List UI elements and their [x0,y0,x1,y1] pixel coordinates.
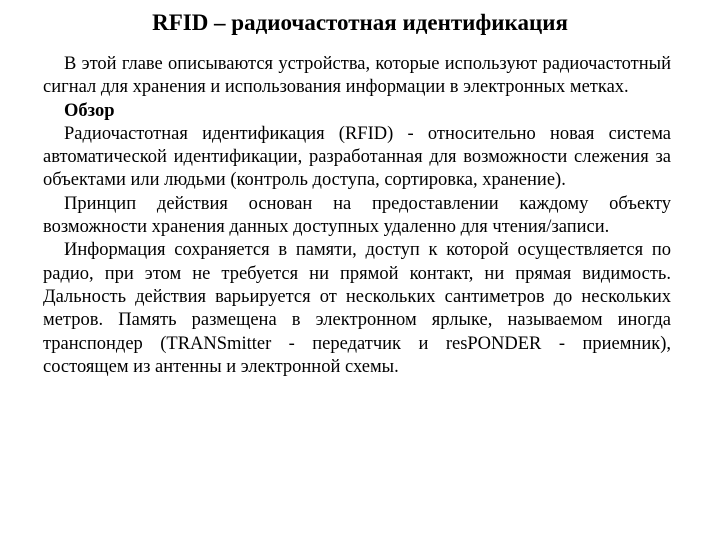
intro-paragraph: В этой главе описываются устройства, которые используют радиочастотный сигнал для хранения и использования информации в электронных метках. [43,54,671,98]
information-paragraph: Информация сохраняется в памяти, доступ к которой осуществляется по радио, при этом не требуется ни прямой контакт, ни прямая видимость. Дальность действия варьируется от нескольких сантиметров до нескольких метров. Память размещена в электронном ярлыке, называемом иногда транспондер (TRANSmitter - передатчик и resPONDER - приемник), состоящем из антенны и электронной схемы. [43,240,671,377]
principle-paragraph: Принцип действия основан на предоставлении каждому объекту возможности хранения данных доступных удаленно для чтения/записи. [43,193,671,238]
slide-title: RFID – радиочастотная идентификация [152,10,568,35]
slide-body [43,53,671,379]
section-heading-overview: Обзор [64,100,115,121]
definition-paragraph: Радиочастотная идентификация (RFID) - относительно новая система автоматической идентификации, разработанная для возможности слежения за объектами или людьми (контроль доступа, сортировка, хранение). [43,123,671,191]
